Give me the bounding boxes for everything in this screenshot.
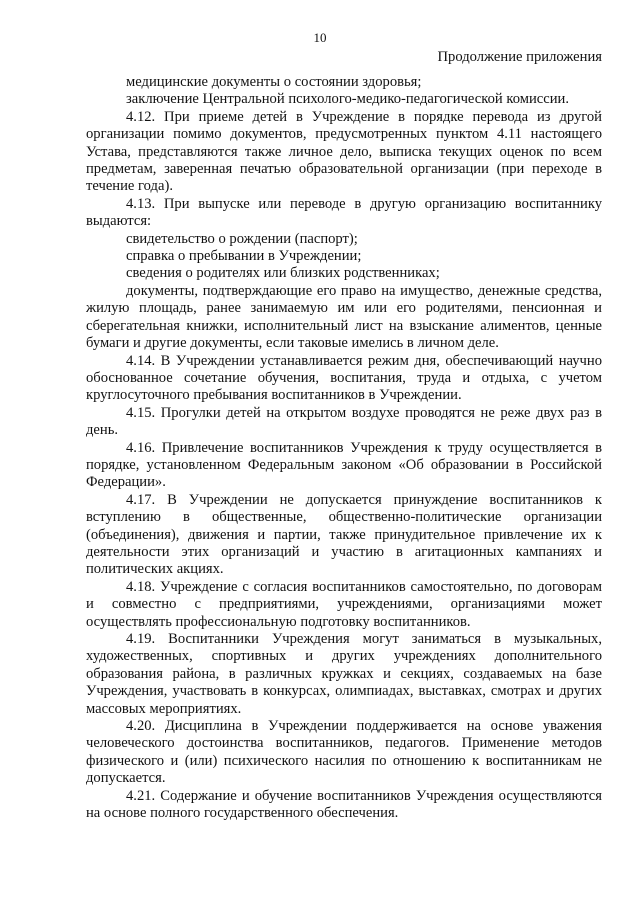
list-item: заключение Центральной психолого-медико-педагогической комиссии. (126, 91, 569, 108)
document-body (86, 74, 602, 822)
paragraph-4-14: 4.14. В Учреждении устанавливается режим дня, обеспечивающий научно обоснованное сочетание обучения, воспитания, труда и отдыха, с учетом круглосуточного пребывания воспитанников в Учреждении. (86, 352, 602, 404)
paragraph-4-15: 4.15. Прогулки детей на открытом воздухе проводятся не реже двух раз в день. (86, 404, 602, 439)
paragraph-4-21: 4.21. Содержание и обучение воспитанников Учреждения осуществляются на основе полного государственного обеспечения. (86, 787, 602, 822)
list-item: медицинские документы о состоянии здоровья; (126, 74, 422, 90)
paragraph-4-16: 4.16. Привлечение воспитанников Учреждения к труду осуществляется в порядке, установленном Федеральным законом «Об образовании в Российской Федерации». (86, 439, 602, 491)
list-item: сведения о родителях или близких родственниках; (126, 265, 440, 282)
paragraph-4-13: 4.13. При выпуске или переводе в другую организацию воспитаннику выдаются: (86, 195, 602, 230)
paragraph-4-18: 4.18. Учреждение с согласия воспитанников самостоятельно, по договорам и совместно с предприятиями, учреждениями, организациями может осуществлять профессиональную подготовку воспитанников. (86, 578, 602, 630)
list-item: свидетельство о рождении (паспорт); (126, 230, 358, 247)
paragraph-4-20: 4.20. Дисциплина в Учреждении поддерживается на основе уважения человеческого достоинства воспитанников, педагогов. Применение методов физического и (или) психического насилия по отношению к воспитанникам не допускается. (86, 718, 602, 787)
list-item: справка о пребывании в Учреждении; (126, 248, 362, 265)
paragraph-4-19: 4.19. Воспитанники Учреждения могут заниматься в музыкальных, художественных, спортивных и других учреждениях дополнительного образования района, в различных кружках и секциях, создаваемых на базе Учреждения, участвовать в конкурсах, олимпиадах, выставках, смотрах и других массовых мероприятиях. (86, 631, 602, 717)
paragraph-4-12: 4.12. При приеме детей в Учреждение в порядке перевода из другой организации помимо документов, предусмотренных пунктом 4.11 настоящего Устава, представляются также личное дело, выписка текущих оценок по всем предметам, заверенная печатью образовательной организации (при переходе в течение года). (86, 108, 602, 195)
page-number: 10 (313, 30, 327, 45)
list-item: документы, подтверждающие его право на имущество, денежные средства, жилую площадь, ранее занимаемую им или его родителями, пенсионная и сберегательная книжки, исполнительный лист на взыскание алиментов, ценные бумаги и другие документы, если таковые имелись в личном деле. (86, 282, 602, 352)
header-continuation: Продолжение приложения (437, 49, 602, 65)
paragraph-4-17: 4.17. В Учреждении не допускается принуждение воспитанников к вступлению в общественные, общественно-политические организации (объединения), движения и партии, также принудительное привлечение их к деятельности этих организаций и участию в агитационных кампаниях и политических акциях. (86, 491, 602, 578)
